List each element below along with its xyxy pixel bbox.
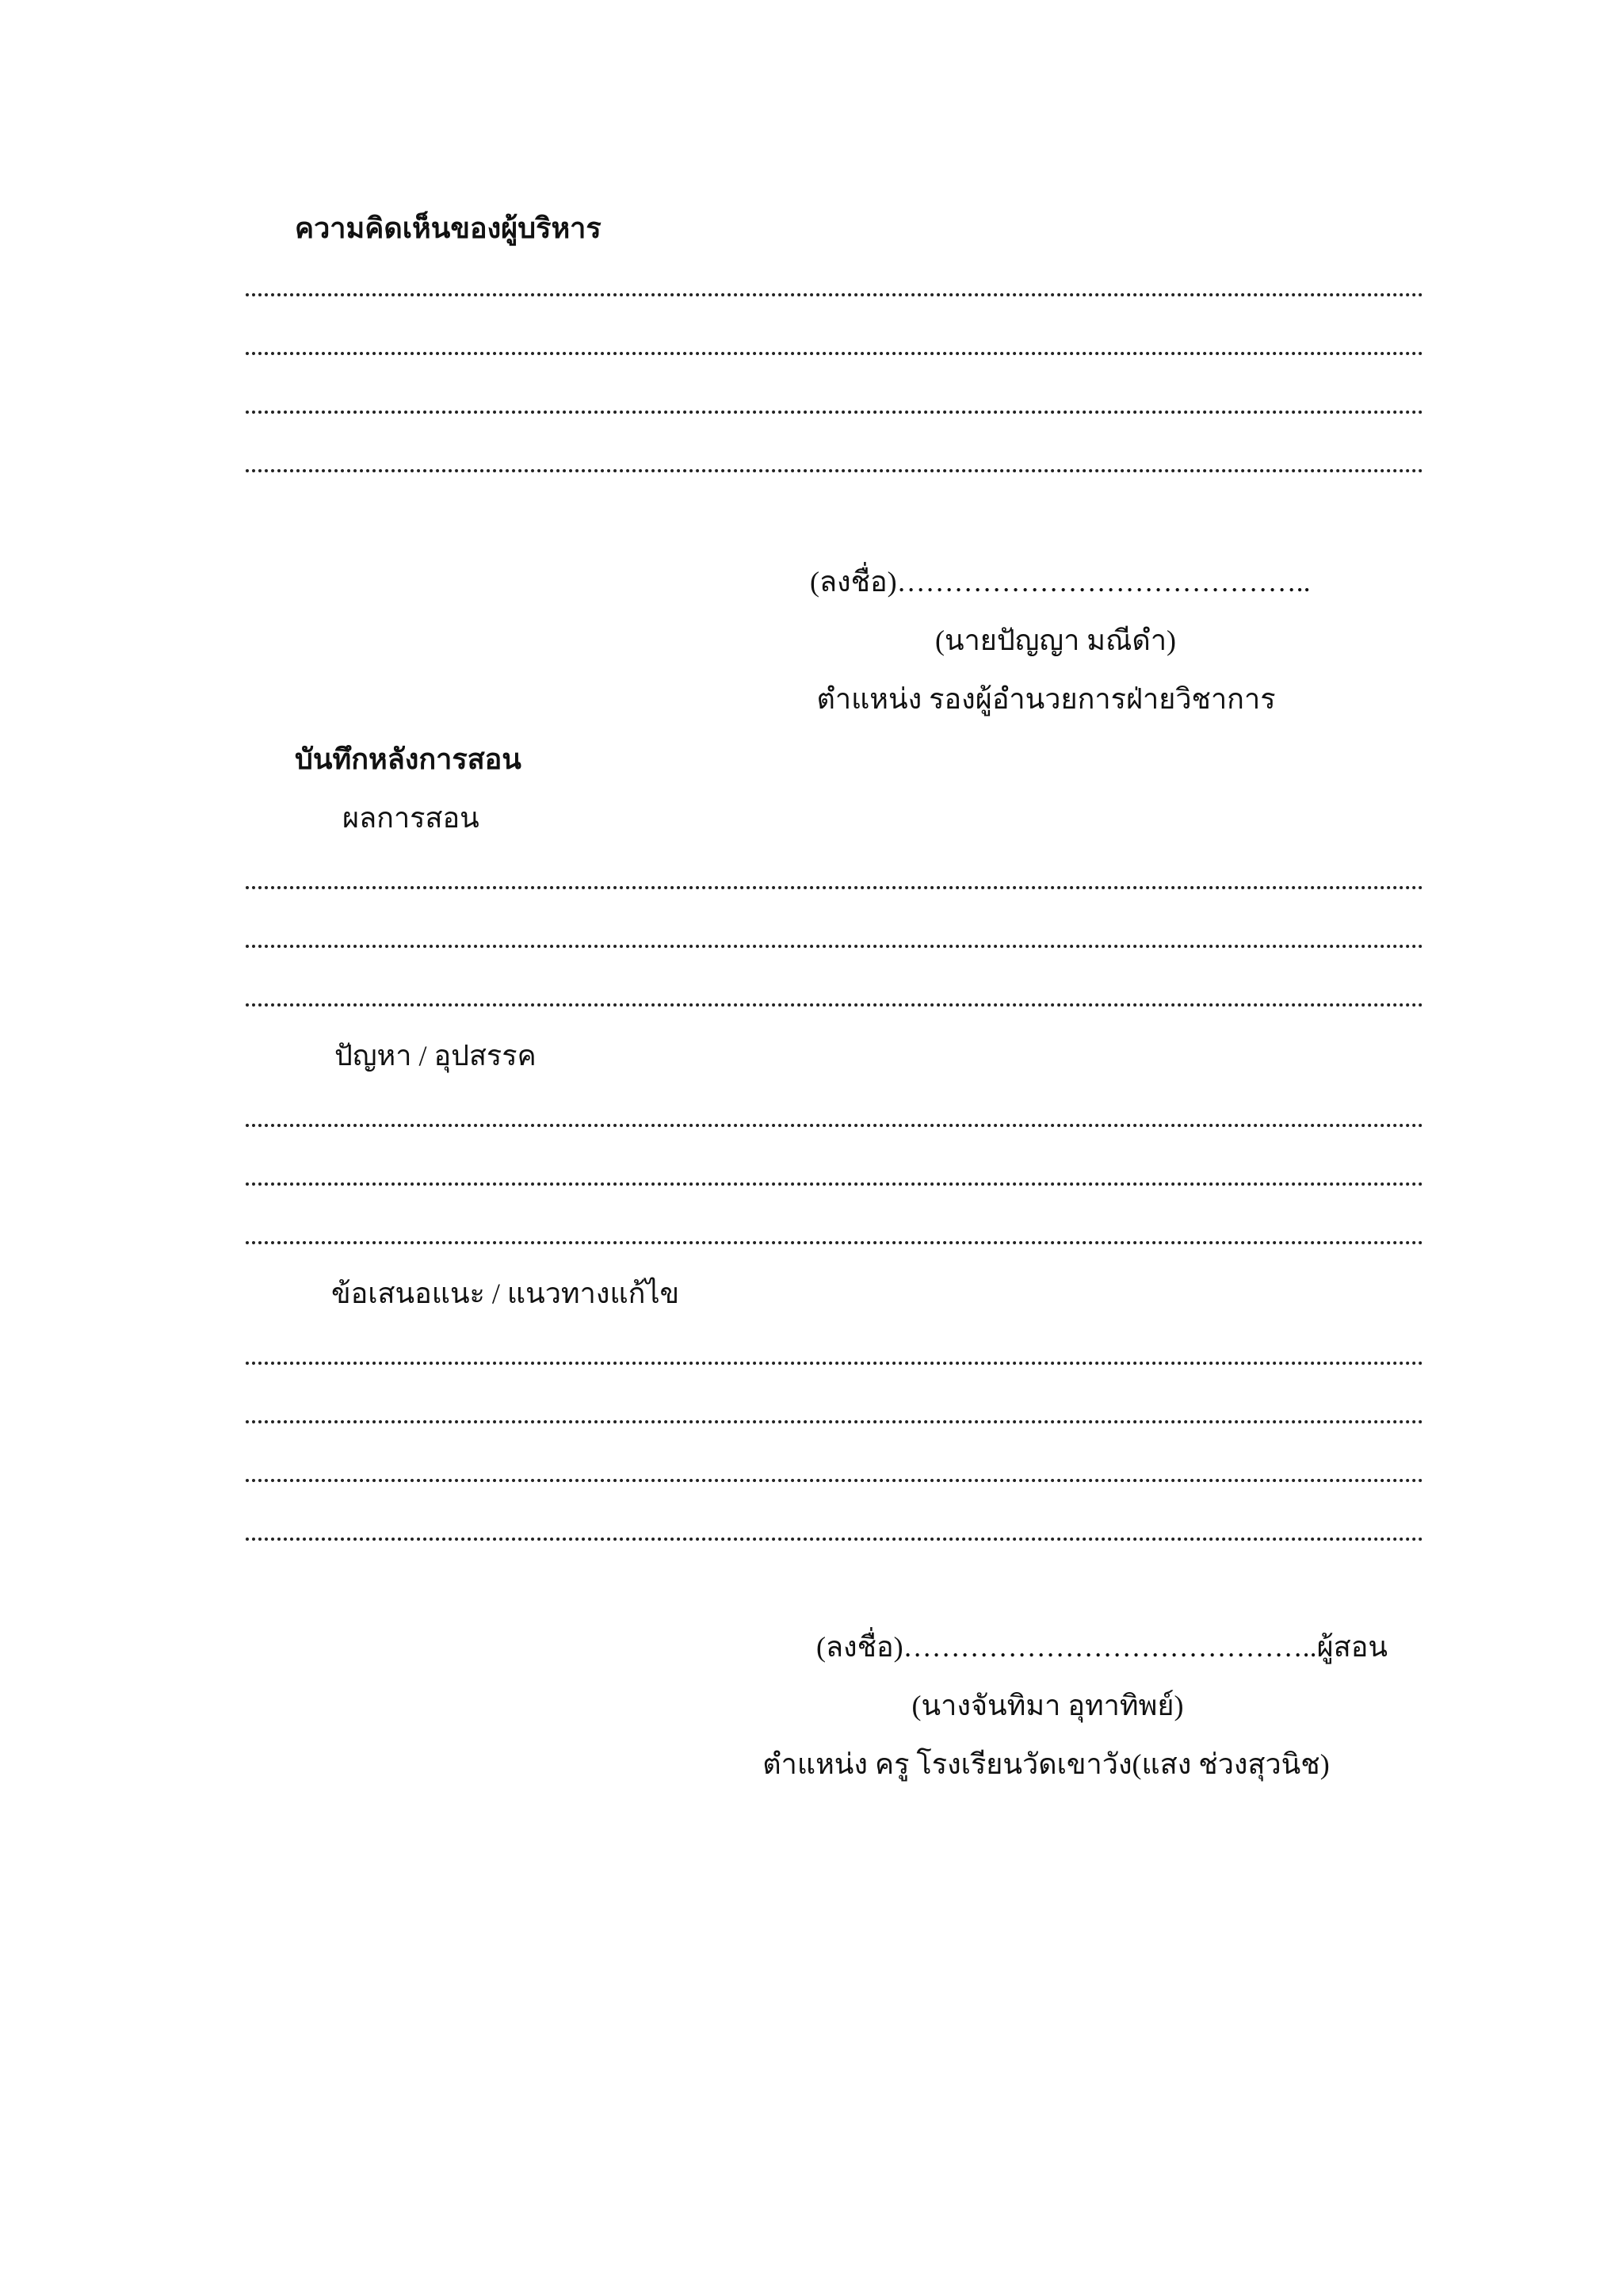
suggestions-line-4 <box>246 1538 1423 1541</box>
suggestions-line-1 <box>246 1362 1423 1365</box>
problems-label: ปัญหา / อุปสรรค <box>334 1040 537 1072</box>
teaching-results-line-1 <box>246 886 1423 889</box>
executive-opinion-line-2 <box>246 352 1423 355</box>
teacher-position: ตำแหน่ง ครู โรงเรียนวัดเขาวัง(แสง ช่วงสุวนิช) <box>762 1748 1330 1780</box>
executive-signature-line: (ลงชื่อ)…………………………………….. <box>810 566 1311 598</box>
teacher-signature-line: (ลงชื่อ)……………………………………..ผู้สอน <box>816 1631 1388 1663</box>
executive-opinion-line-4 <box>246 469 1423 472</box>
executive-opinion-line-3 <box>246 411 1423 414</box>
post-teaching-heading: บันทึกหลังการสอน <box>295 743 521 775</box>
teaching-results-line-3 <box>246 1003 1423 1007</box>
suggestions-line-2 <box>246 1420 1423 1423</box>
teaching-results-label: ผลการสอน <box>342 802 479 834</box>
teaching-results-line-2 <box>246 945 1423 948</box>
teacher-name: (นางจันทิมา อุทาทิพย์) <box>911 1690 1184 1721</box>
suggestions-line-3 <box>246 1479 1423 1482</box>
problems-line-3 <box>246 1241 1423 1244</box>
problems-line-1 <box>246 1124 1423 1127</box>
executive-position: ตำแหน่ง รองผู้อำนวยการฝ่ายวิชาการ <box>816 683 1276 715</box>
executive-name: (นายปัญญา มณีดำ) <box>934 625 1177 656</box>
executive-opinion-heading: ความคิดเห็นของผู้บริหาร <box>295 212 601 244</box>
problems-line-2 <box>246 1182 1423 1186</box>
executive-opinion-line-1 <box>246 293 1423 296</box>
suggestions-label: ข้อเสนอแนะ / แนวทางแก้ไข <box>331 1278 680 1309</box>
